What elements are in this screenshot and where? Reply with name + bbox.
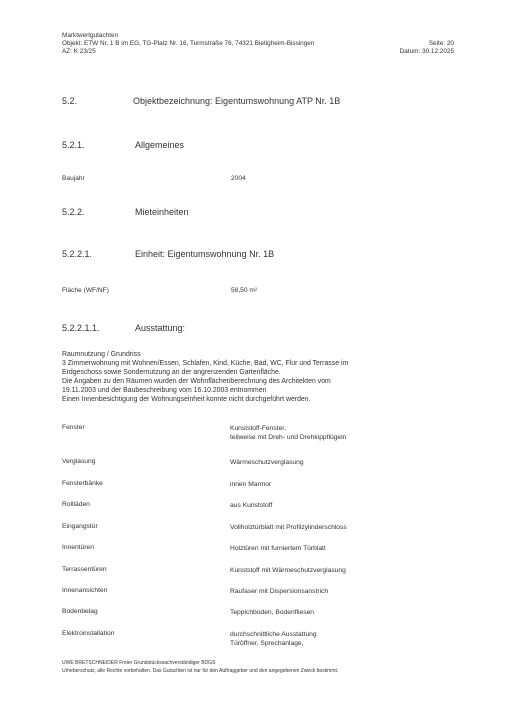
feature-label: Elektroinstallation	[62, 630, 115, 637]
heading-title: Objektbezeichnung: Eigentumswohnung ATP Nr. 1B	[133, 96, 341, 106]
feature-label: Rollläden	[62, 501, 90, 508]
feature-label: Eingangstür	[62, 523, 98, 530]
header-row-ref	[62, 48, 454, 56]
feature-value-line: durchschnittliche Ausstattung	[230, 631, 317, 638]
feature-label: Terrassentüren	[62, 566, 107, 573]
feature-value	[230, 523, 347, 532]
report-date: Datum: 30.12.2025	[399, 48, 454, 56]
feature-label: Bodenbelag	[62, 608, 98, 615]
feature-value-line: teilweise mit Dreh- und Drehkippflügeln	[230, 434, 347, 442]
feature-value-line: Wärmeschutzverglasung	[230, 459, 304, 466]
description-line: Einen Innenbesichtigung der Wohnungseinheit konnte nicht durchgeführt werden.	[62, 395, 311, 403]
feature-value	[230, 424, 346, 443]
description-line: 19.11.2003 und der Baubeschreibung vom 16.10.2003 entnommen	[62, 386, 267, 394]
page-number: Seite: 20	[428, 40, 454, 48]
heading-title: Einheit: Eigentumswohnung Nr. 1B	[135, 249, 275, 259]
feature-value-line: Teppichboden, Bodenfliesen	[230, 609, 315, 616]
heading-title: Mieteinheiten	[135, 207, 189, 217]
heading-title: Ausstattung:	[135, 323, 186, 333]
feature-value-line: Holztüren mit furniertem Türblatt	[230, 545, 326, 552]
heading-number: 5.2.1.	[62, 140, 85, 150]
feature-label: Innentüren	[62, 544, 94, 551]
baujahr-value: 2004	[231, 175, 246, 182]
feature-value-line: Kunststoff mit Wärmeschutzverglasung	[230, 567, 346, 574]
feature-value-line: Vollholztürblatt mit Profilzylinderschloss	[230, 524, 347, 531]
feature-label: Fensterbänke	[62, 480, 103, 487]
feature-value-line: aus Kunststoff	[230, 502, 273, 509]
heading-number: 5.2.	[62, 96, 78, 106]
feature-value	[230, 608, 314, 617]
description-line: Raumnutzung / Grundriss	[62, 351, 141, 358]
footer-copyright: Urheberschutz, alle Rechte vorbehalten. Das Gutachten ist nur für den Auftraggeber und den angegebenen Zweck bestimmt.	[62, 667, 339, 674]
feature-label: Verglasung	[62, 458, 96, 465]
feature-value	[230, 587, 328, 596]
feature-label: Fenster	[62, 424, 85, 431]
feature-value	[230, 630, 317, 649]
report-title: Marktwertgutachten	[62, 32, 119, 39]
footer-author: UWE BRETSCHNEIDER Freier Grundstückssachverständiger BDGS	[62, 660, 216, 666]
feature-value-line: Kunststoff-Fenster,	[230, 425, 287, 432]
feature-value-line: Raufaser mit Dispersionsanstrich	[230, 588, 329, 595]
room-description	[62, 351, 472, 404]
flaeche-value: 58,50 m²	[231, 287, 258, 294]
feature-value-line: innen Marmor	[230, 481, 272, 488]
heading-title: Allgemeines	[135, 140, 185, 150]
feature-value-line: Türöffner, Sprechanlage,	[230, 640, 304, 648]
feature-label: Innenansichten	[62, 587, 108, 594]
flaeche-label: Fläche (WF/NF)	[62, 287, 109, 294]
feature-value	[230, 480, 271, 489]
feature-value	[230, 566, 346, 575]
baujahr-label: Baujahr	[62, 175, 85, 182]
object-description: Objekt: ETW Nr. 1 B im EG, TG-Platz Nr. 16, Turmstraße 76, 74321 Bietigheim-Bissingen	[62, 40, 315, 48]
header-row-object	[62, 40, 454, 48]
heading-number: 5.2.2.1.	[62, 249, 93, 259]
heading-number: 5.2.2.1.1.	[62, 323, 100, 333]
feature-value	[230, 458, 304, 467]
feature-value	[230, 544, 326, 553]
feature-value	[230, 501, 272, 510]
heading-number: 5.2.2.	[62, 207, 85, 217]
description-line: 3 Zimmerwohnung mit Wohnen/Essen, Schlafen, Kind, Küche, Bad, WC, Flur und Terrasse im	[62, 359, 349, 367]
page-footer	[62, 660, 338, 675]
page-header	[62, 32, 454, 57]
file-reference: AZ: K 23/25	[62, 48, 96, 56]
description-line: Die Angaben zu den Räumen wurden der Wohnflächenberechnung des Architekten vom	[62, 377, 331, 385]
description-line: Erdgeschoss sowie Sondernutzung an der angrenzenden Gartenfläche.	[62, 368, 281, 376]
